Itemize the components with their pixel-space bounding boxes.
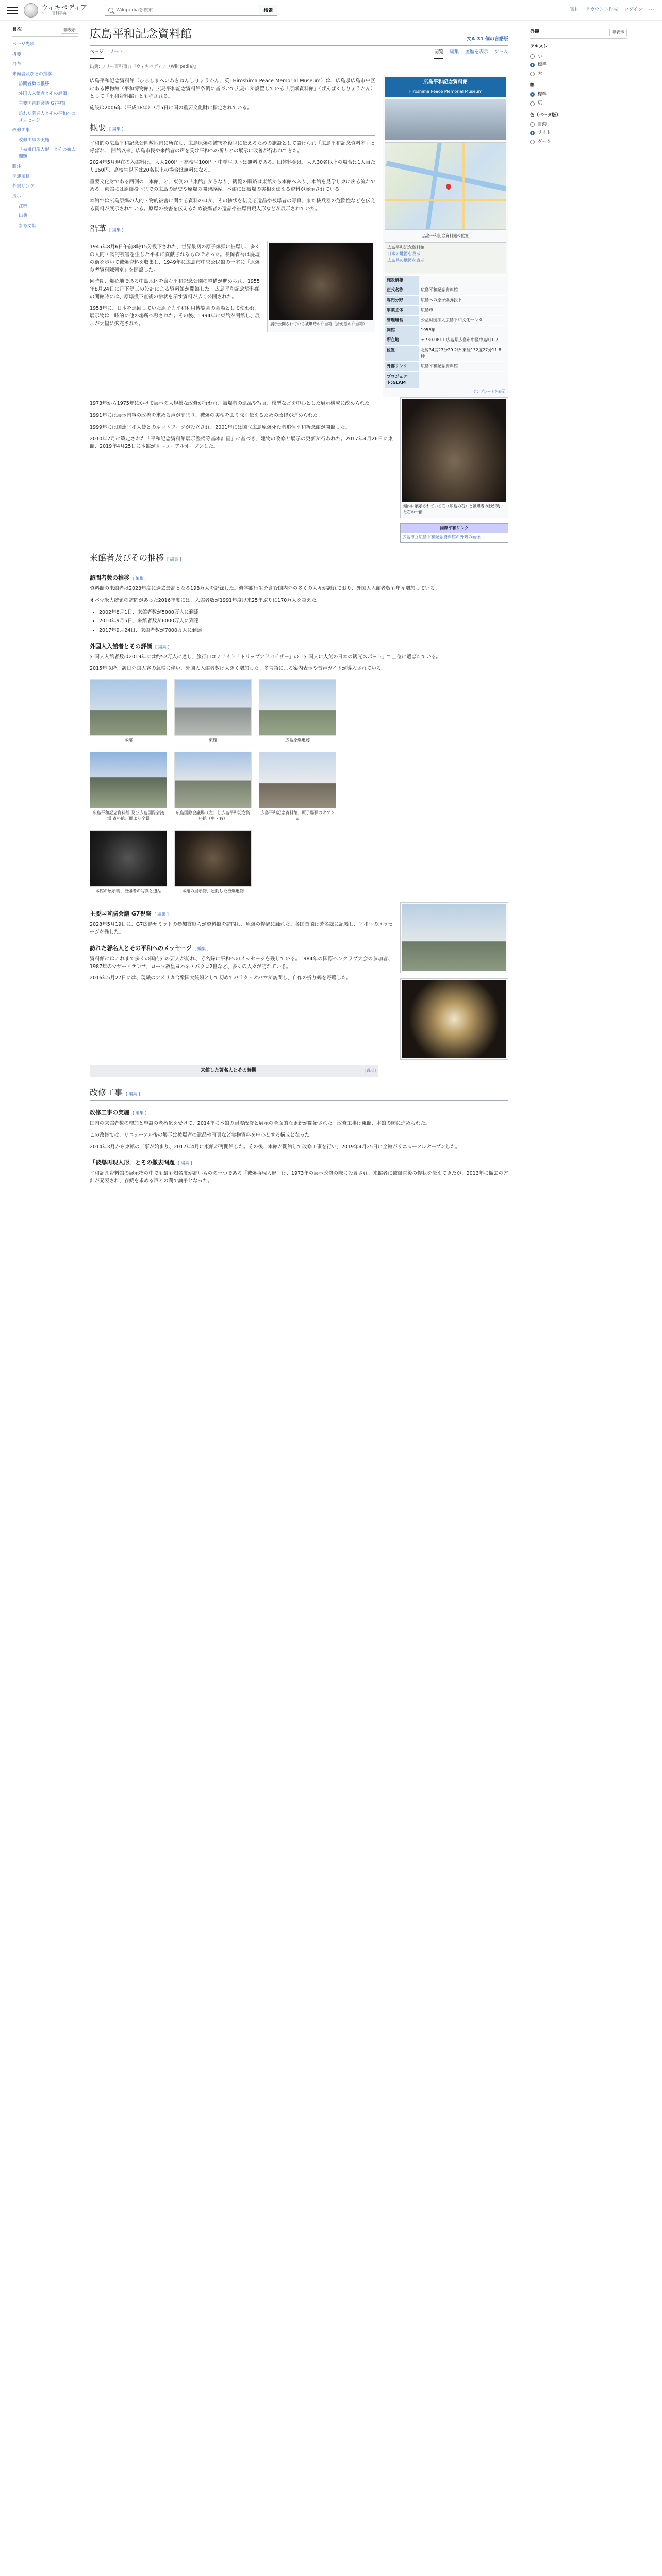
gallery-image[interactable]: [259, 679, 336, 736]
overview-paragraph: 本館では広島原爆の人的・物的被害に関する資料のほか、その惨状を伝える遺品や被爆者の写真、また核兵器の危険性などを伝える資料が展示されている。原爆の被害を伝えるため被爆者の遺品や被爆再現人形などが展示されていた。: [90, 198, 375, 212]
gallery-item[interactable]: [259, 752, 336, 824]
history-paragraph: 1999年には国連平和大使とのネットワークが設立され、2001年には国立広島原爆死没者追悼平和祈念館が開館した。: [90, 424, 350, 430]
color-option-label: ダーク: [538, 139, 551, 145]
appearance-hide-button[interactable]: 非表示: [609, 29, 627, 36]
text-size-option[interactable]: [530, 53, 627, 60]
color-option[interactable]: [530, 130, 627, 137]
toc-item[interactable]: 主要国首脳会議 G7視察: [19, 101, 66, 107]
subsection-dolls: 「被爆再現人形」とその撤去問題 [ 編集 ]: [90, 1159, 192, 1166]
radio-icon[interactable]: [530, 140, 535, 144]
infobox-row: [385, 315, 506, 325]
tab-edit[interactable]: 編集: [450, 49, 459, 55]
renovation-paragraph: この改修では、リニューアル後の展示は被爆者の遺品や写真など実物資料を中心とする構成となった。: [90, 1132, 315, 1138]
figure-origami: [400, 978, 508, 1060]
logo-title: ウィキペディア: [41, 4, 88, 12]
overview-paragraph: 重要文化財である西側の「本館」と、東側の「東館」からなり、観覧の順路は東館から本館へ入り、本館を見学し東に戻る流れである。東館には原爆投下までの広島の歴史や原爆の開発経緯、本館には被爆の実相を伝える資料が展示されている。: [90, 179, 375, 193]
login-link[interactable]: ログイン: [624, 7, 642, 12]
color-option[interactable]: [530, 121, 627, 128]
history-paragraph: 1991年には展示内容の改善を求める声が高まり、被爆の実相をより深く伝えるための改修が進められた。: [90, 413, 323, 419]
edit-link[interactable]: [ 編集 ]: [155, 644, 170, 649]
width-option[interactable]: [530, 100, 627, 107]
foreign-paragraph: 2015年以降、訪日外国人客の急増に伴い、外国人入館者数は大きく増加した。多言語による案内表示や音声ガイドが導入されている。: [90, 666, 386, 672]
infobox-value: [419, 371, 506, 387]
infobox-row: [385, 295, 506, 305]
legend-item[interactable]: 広島県の地図を表示: [387, 258, 424, 263]
history-paragraph: 1958年に、日本を巡回していた原子力平和利用博覧会の会場として使われ、展示物は一時的に他の場所へ移された。その後、1994年に東館が開館し、展示が大幅に拡充された。: [90, 306, 260, 327]
toc-hide-button[interactable]: 非表示: [61, 27, 78, 34]
foreign-paragraph: 外国人入館者数は2019年には約52万人に達し、旅行口コミサイト「トリップアドバイザー」の「外国人に人気の日本の観光スポット」で上位に選ばれている。: [90, 654, 441, 660]
toc-item[interactable]: 参考文献: [19, 223, 37, 229]
figure-lunchbox: [267, 241, 375, 332]
infobox-key: 正式名称: [385, 285, 419, 295]
intro-paragraph-2: 施設は2006年（平成18年）7月5日に国の重要文化財に指定されている。: [90, 105, 252, 111]
visitors-paragraph: 資料館の来館者は2023年度に過去最高となる198万人を記録した。修学旅行生を含む国内外の多くの人々が訪れており、外国人入館者数も年々増加している。: [90, 586, 440, 592]
subsection-visitor-trend: 訪問者数の推移 [ 編集 ]: [90, 574, 147, 582]
gallery-image[interactable]: [259, 752, 336, 808]
edit-link[interactable]: [ 編集 ]: [126, 1092, 140, 1097]
overview-paragraph: 2024年5月現在の入館料は、大人200円・高校生100円・中学生以下は無料である。団体料金は、大人30名以上の場合は1人当たり160円、高校生以下は20名以上の場合は無料になる。: [90, 160, 375, 174]
text-size-option-label: 小: [538, 53, 542, 59]
tab-history[interactable]: 履歴を表示: [465, 49, 489, 55]
infobox-row: [385, 335, 506, 345]
language-button[interactable]: [467, 36, 508, 43]
edit-link[interactable]: [ 編集 ]: [167, 557, 181, 562]
wikipedia-logo[interactable]: [24, 3, 87, 18]
create-account-link[interactable]: アカウント作成: [585, 7, 618, 12]
globe-icon: [24, 3, 38, 18]
museum-photo[interactable]: [385, 99, 506, 140]
toc-heading: 目次: [12, 27, 22, 32]
collapsible-title: 来館した著名人とその時期: [200, 1068, 256, 1074]
g7-photo[interactable]: [402, 904, 506, 971]
infobox-row: [385, 285, 506, 295]
overview-paragraph: 平和的の広島平和記念公園敷地内に所在し、広島原爆の被害を後世に伝えるための施設として設けられ「広島平和記念資料室」と呼ばれ、 開館以来、広島市民や来館者の声を受け平和への祈りとの展示に改善が行われてきた。: [90, 140, 375, 154]
from-line: 出典: フリー百科事典『ウィキペディア（Wikipedia）』: [90, 64, 199, 70]
renovation-paragraph: 2014年3月から東館の工事が始まり、2017年4月に東館が再開館した。その後、本館が閉館して改修工事を行い、2019年4月25日に全館がリニューアルオープンした。: [90, 1144, 460, 1150]
radio-icon[interactable]: [530, 122, 535, 127]
edit-link[interactable]: [ 編集 ]: [109, 127, 124, 132]
gallery-image[interactable]: [90, 679, 167, 736]
infobox-row: [385, 275, 506, 285]
section-overview: 概要 [ 編集 ]: [90, 122, 375, 136]
gallery-image[interactable]: [174, 752, 252, 808]
page-title: 広島平和記念資料館: [90, 28, 192, 41]
tab-talk[interactable]: ノート: [109, 49, 124, 55]
toc-item[interactable]: 改修工事の実施: [19, 138, 49, 143]
infobox-key: 位置: [385, 345, 419, 362]
tab-page[interactable]: ページ: [90, 49, 104, 59]
appearance-heading: 外観: [530, 29, 540, 35]
toc-item[interactable]: 訪れた著名人とその平和へのメッセージ: [19, 111, 76, 123]
map-caption: 広島平和記念資料館の位置: [422, 233, 469, 239]
famous-paragraph: 2016年5月27日には、現職のアメリカ合衆国大統領として初めてバラク・オバマが訪問し、自作の折り鶴を寄贈した。: [90, 975, 351, 981]
gallery: [90, 679, 508, 745]
color-option-label: ライト: [538, 130, 551, 135]
gallery: [90, 752, 508, 824]
renovation-paragraph: 国内の来館者数の増加と施設の老朽化を受けて、2014年に本館の耐震改修と展示の全面的な更新が開始された。改修工事は東館、本館の順に進められた。: [90, 1121, 431, 1127]
language-count: 31 個の言語版: [477, 37, 508, 42]
gallery: [90, 830, 508, 896]
infobox-key: プロジェクト:GLAM: [385, 371, 419, 387]
toc-item[interactable]: 改修工事: [12, 127, 30, 133]
infobox-key: 管理運営: [385, 315, 419, 325]
gallery-item[interactable]: [259, 679, 336, 745]
section-history: 沿革 [ 編集 ]: [90, 223, 375, 237]
infobox-key: 施設情報: [385, 275, 419, 285]
navbox-link[interactable]: 広島市立広島平和記念資料館の外観の画像: [402, 534, 481, 539]
legend-item: 広島平和記念資料館: [387, 245, 424, 250]
site-header: [0, 0, 662, 21]
gallery-image[interactable]: [90, 752, 167, 808]
edit-link[interactable]: [ 編集 ]: [194, 946, 209, 951]
text-size-option-label: 標準: [538, 62, 547, 67]
figure-caption: 展示公開されている被爆時の弁当箱（折免滋の弁当箱）: [270, 321, 367, 327]
edit-link[interactable]: [ 編集 ]: [133, 576, 147, 581]
navbox-title: 国際平和リンク: [401, 524, 508, 532]
template-link[interactable]: テンプレートを表示: [473, 389, 505, 394]
infobox-key: 外部リンク: [385, 362, 419, 371]
infobox-row: [385, 362, 506, 371]
gallery-caption: 広島国際会議場（左）と広島平和記念資料館（中・右）: [176, 810, 250, 821]
gallery-item[interactable]: [174, 679, 252, 745]
infobox-key: 開館: [385, 325, 419, 335]
toc-item[interactable]: 沿革: [12, 61, 22, 67]
gallery-caption: 広島平和記念資料館 及び広島国際会議場 資料館正面より全景: [92, 810, 164, 821]
text-size-option[interactable]: [530, 62, 627, 69]
visitors-paragraph: オバマ米大統領の訪問があった2016年度には、入館者数が1991年度以来25年ぶりに170万人を超えた。: [90, 597, 321, 603]
toc-item[interactable]: 展示: [12, 194, 22, 199]
appearance-panel: [516, 21, 639, 1190]
edit-link[interactable]: [ 編集 ]: [133, 1111, 147, 1116]
history-paragraph: 1945年8月6日午前8時15分投下された、世界最初の原子爆弾に被爆し、多くの人的・物的被害を生じた平和に貢献されるものであった。長岡省吾は廃墟の街を歩いて被爆資料を収集し、1949年に広島市中央公民館の一室に「原爆参考資料陳列室」を開設した。: [90, 244, 260, 273]
radio-icon[interactable]: [530, 54, 535, 59]
search-icon: [108, 8, 113, 13]
infobox-value: 北緯34度23分29.2秒 東経132度27分11.8秒: [421, 347, 501, 359]
list-item: • 2002年8月1日、来館者数が5000万人に到達: [99, 609, 508, 617]
text-size-label: テキスト: [530, 44, 548, 50]
article-content: [82, 21, 516, 1190]
toc-item[interactable]: 概要: [12, 52, 22, 57]
logo-subtitle: フリー百科事典: [41, 11, 67, 15]
section-visitors: 来館者及びその推移 [ 編集 ]: [90, 552, 508, 566]
infobox-value: 広島平和記念資料館: [421, 364, 458, 369]
toc-item[interactable]: 来館者及びその推移: [12, 71, 52, 77]
gallery-caption: 本館: [124, 738, 133, 743]
legend-item[interactable]: 日本の地図を表示: [387, 251, 420, 257]
figure-stone: [400, 397, 508, 518]
donate-link[interactable]: 寄付: [570, 7, 580, 12]
main-menu-icon[interactable]: [7, 7, 18, 14]
infobox-row: [385, 306, 506, 315]
origami-photo[interactable]: [402, 980, 506, 1058]
search-input[interactable]: [116, 8, 256, 13]
gallery-caption: 広島原爆遺跡: [285, 738, 310, 743]
text-size-option-label: 大: [538, 71, 542, 76]
radio-icon[interactable]: [530, 63, 535, 67]
toc-item[interactable]: 出典: [19, 213, 28, 219]
history-paragraph: 同時期、爆心地である中島地区を含む平和記念公園の整備が進められ、1955年8月24日に丹下健三の設計による資料館が開館した。広島平和記念資料館の開館時には、原爆投下直後の惨状を示す資料が広く公開された。: [90, 279, 260, 300]
toc-item[interactable]: 脚注: [12, 164, 22, 170]
gallery-item[interactable]: [90, 830, 167, 896]
gallery-caption: 東館: [209, 738, 217, 743]
infobox-value: 広島平和記念資料館: [421, 287, 458, 293]
color-option-label: 自動: [538, 121, 547, 127]
list-item: • 2010年9月5日、来館者数が6000万人に到達: [99, 618, 508, 625]
visitor-count-list: [90, 609, 508, 635]
infobox-row: [385, 325, 506, 335]
subsection-foreign: 外国人入館者とその評価 [ 編集 ]: [90, 642, 170, 650]
infobox-value: 広島市: [421, 308, 433, 313]
toc-item[interactable]: ページ先頭: [12, 42, 35, 47]
edit-link[interactable]: [ 編集 ]: [178, 1161, 192, 1166]
toc-item[interactable]: 関連項目: [12, 174, 30, 179]
toc-item[interactable]: 訪問者数の推移: [19, 81, 49, 87]
gallery-item[interactable]: [90, 679, 167, 745]
color-label: 色（ベータ版）: [530, 112, 561, 118]
infobox-value: 〒730-0811 広島県広島市中区中島町1-2: [421, 337, 499, 343]
toc-item[interactable]: 外国人入館者とその評価: [19, 91, 67, 97]
collapsible-table: [90, 1065, 378, 1077]
collapsible-toggle[interactable]: [表示]: [364, 1068, 376, 1073]
tab-tools[interactable]: ツール: [494, 49, 508, 55]
infobox-value: 1955年: [421, 327, 436, 332]
gallery-caption: 本館の展示物、被爆者の写真と遺品: [95, 888, 161, 893]
infobox-table: [385, 275, 506, 388]
gallery-caption: 本館の展示物、冠動した被爆遺物: [182, 888, 244, 893]
infobox-key: 事業主体: [385, 306, 419, 315]
color-option[interactable]: [530, 139, 627, 145]
table-of-contents: [0, 21, 82, 1190]
subsection-famous: 訪れた著名人とその平和へのメッセージ [ 編集 ]: [90, 944, 209, 952]
toc-item[interactable]: 「被爆再現人形」とその撤去問題: [19, 147, 76, 160]
gallery-caption: 広島平和記念資料館、原子爆弾のオブジェ: [260, 810, 335, 821]
infobox-subtitle: Hiroshima Peace Memorial Museum: [385, 89, 506, 97]
radio-icon[interactable]: [530, 131, 535, 135]
page-tabs: [90, 46, 508, 61]
search-box: [105, 5, 259, 16]
gallery-item[interactable]: [90, 752, 167, 824]
radio-icon[interactable]: [530, 92, 535, 97]
infobox-value: 広島への原子爆弾投下: [421, 297, 462, 302]
history-paragraph: 1973年から1975年にかけて展示の大規模な改修が行われ、被爆者の遺品や写真、模型などを中心とした展示構成に改められた。: [90, 401, 375, 407]
infobox-key: 専門分野: [385, 295, 419, 305]
dolls-paragraph: 平和記念資料館の展示物の中でも最も知名度が高いものの一つである「被爆再現人形」は、1973年の展示改修の際に設置され、来館者に被爆直後の惨状を伝えてきたが、2013年に撤去の方針が発表され、存続を求める声との間で論争となった。: [90, 1171, 508, 1184]
infobox-value: 公益財団法人広島平和文化センター: [421, 317, 487, 323]
location-map[interactable]: [385, 142, 506, 230]
main-layout: [0, 21, 662, 1190]
subsection-g7: 主要国首脳会議 G7視察 [ 編集 ]: [90, 910, 169, 918]
width-option-label: 標準: [538, 92, 547, 97]
gallery-image[interactable]: [90, 830, 167, 887]
edit-link[interactable]: [ 編集 ]: [154, 912, 169, 917]
text-size-option[interactable]: [530, 71, 627, 77]
gallery-image[interactable]: [174, 679, 252, 736]
infobox-value: [419, 275, 506, 285]
width-option-label: 広: [538, 100, 542, 106]
list-item: • 2017年9月24日、来館者数が7000万人に到達: [99, 627, 508, 635]
toc-item[interactable]: 注釈: [19, 204, 28, 209]
lunchbox-photo[interactable]: [269, 243, 373, 320]
width-option[interactable]: [530, 91, 627, 98]
gallery-item[interactable]: [174, 830, 252, 896]
g7-paragraph: 2023年5月19日に、G7広島サミットの参加首脳らが資料館を訪問し、原爆の惨禍に触れた。各国首脳は芳名録に記帳し、平和へのメッセージを残した。: [90, 922, 393, 936]
famous-paragraph: 資料館にはこれまで多くの国内外の要人が訪れ、芳名録に平和へのメッセージを残している。1984年の国際ペンクラブ大会の参加者、1987年のマザー・テレサ、ローマ教皇ヨハネ・パウロ2世など、多くの人々が訪れている。: [90, 956, 393, 970]
user-links: [570, 5, 655, 15]
navbox: [400, 523, 508, 543]
toc-item[interactable]: 外部リンク: [12, 183, 35, 189]
map-legend: [385, 242, 506, 273]
search-form: [105, 5, 277, 16]
figure-g7: [400, 902, 508, 973]
infobox-title: 広島平和記念資料館: [385, 77, 506, 89]
infobox-key: 所在地: [385, 335, 419, 345]
location-pin-icon: [445, 183, 452, 190]
gallery-image[interactable]: [174, 830, 252, 887]
stone-photo[interactable]: [402, 399, 506, 502]
translate-icon: 文A: [467, 37, 475, 42]
edit-link[interactable]: [ 編集 ]: [109, 227, 124, 232]
intro-paragraph-1: 広島平和記念資料館（ひろしまへいわきねんしりょうかん、英: Hiroshima Peace Memorial Museum）は、広島県広島市中区にある博物館（平和博物館）。広島平和記念資料館条例に基づいて広島市が設置している「原爆資料館」（げんばくしりょうかん）として「平和資料館」とも称される。: [90, 78, 375, 99]
tab-read[interactable]: 閲覧: [434, 49, 443, 59]
infobox: [383, 75, 508, 397]
gallery-item[interactable]: [174, 752, 252, 824]
radio-icon[interactable]: [530, 72, 535, 76]
figure-caption: 館内に展示されている石（広島の石）と被爆者の影が残った石の一部: [403, 504, 504, 514]
width-label: 幅: [530, 83, 535, 89]
infobox-row: [385, 345, 506, 362]
history-paragraph: 2010年7月に策定された「平和記念資料館展示整備等基本計画」に基づき、建物の改修と展示の更新が行われた。2017年4月26日に東館、2019年4月25日に本館がリニューアルオープンした。: [90, 436, 393, 450]
radio-icon[interactable]: [530, 101, 535, 106]
subsection-renovation-impl: 改修工事の実施 [ 編集 ]: [90, 1109, 147, 1116]
search-button[interactable]: 検索: [259, 5, 277, 16]
section-renovation: 改修工事 [ 編集 ]: [90, 1087, 508, 1101]
infobox-row: [385, 371, 506, 387]
more-options-icon[interactable]: ⋯: [649, 6, 655, 14]
